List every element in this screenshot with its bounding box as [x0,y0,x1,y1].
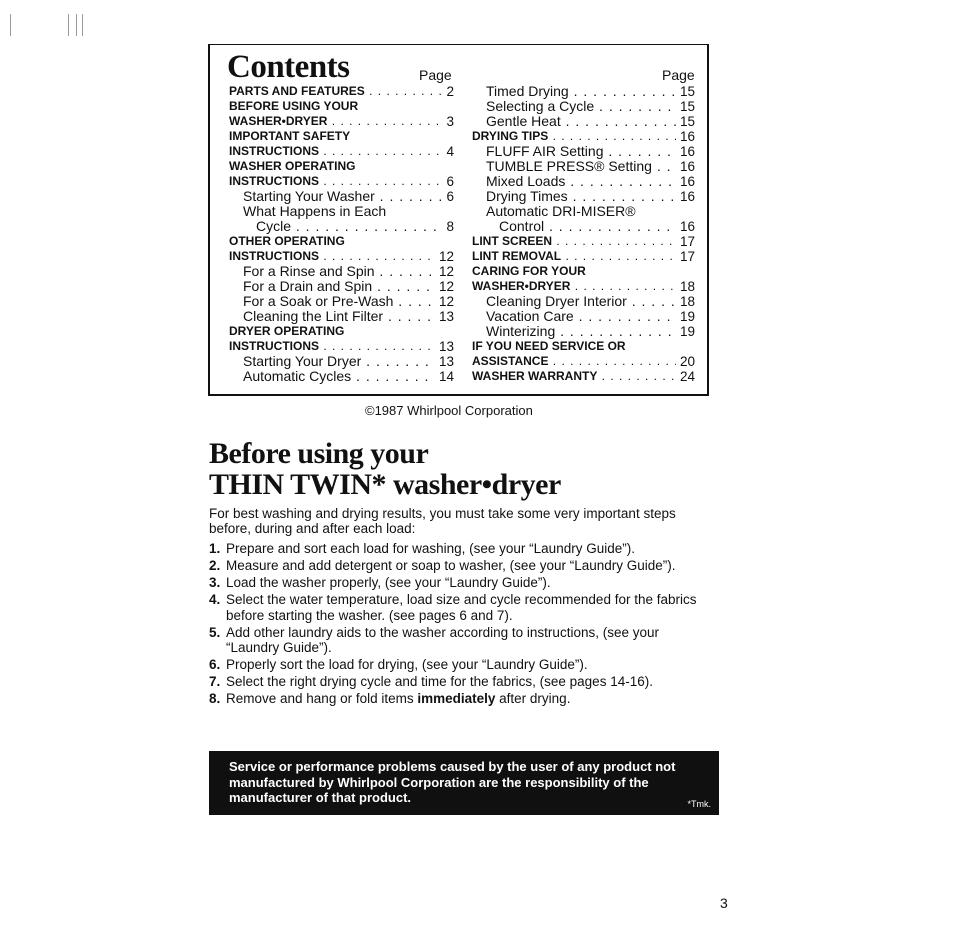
toc-entry-label: Selecting a Cycle . . . [472,99,695,114]
toc-entry [472,249,695,264]
toc-entry-label: WASHER•DRYER . . . [229,114,454,129]
toc-entry [229,114,454,129]
toc-entry-page: 12 [435,279,454,294]
toc-entry-page: 24 [676,369,695,384]
toc-entry-label: Automatic Cycles . . . [229,369,454,384]
toc-entry-page: 19 [676,324,695,339]
toc-entry-page: 16 [676,129,695,144]
toc-entry-page: 13 [435,339,454,354]
toc-entry [472,219,695,234]
toc-entry [229,84,454,99]
toc-entry-label: PARTS AND FEATURES . . . [229,84,454,99]
step-item [209,575,709,591]
toc-entry [229,159,454,174]
toc-entry-page: 16 [676,174,695,189]
toc-entry [472,144,695,159]
toc-entry-label: For a Soak or Pre-Wash . . . [229,294,454,309]
toc-entry-page: 13 [435,354,454,369]
toc-entry-label: IMPORTANT SAFETY [229,129,351,143]
section-title-line1: Before using your [209,437,429,470]
toc-entry-page: 17 [676,234,695,249]
toc-entry [229,144,454,159]
toc-entry-page: 3 [442,114,454,129]
toc-entry-page: 16 [676,219,695,234]
toc-entry-label: Cycle . . . [229,219,454,234]
step-number: 4. [209,592,221,607]
toc-entry [229,354,454,369]
toc-entry [229,264,454,279]
toc-entry [229,129,454,144]
page-header-right: Page [662,67,695,83]
toc-entry-label: INSTRUCTIONS . . . [229,144,454,159]
toc-entry [472,84,695,99]
toc-entry [472,369,695,384]
toc-entry [472,294,695,309]
toc-entry-page: 18 [676,279,695,294]
step-number: 1. [209,541,221,556]
toc-entry-label: What Happens in Each [243,204,387,219]
notice-text: Service or performance problems caused by the user of any product not manufactured by Whirlpool Corporation are the responsibility of the manufacturer of that product. [229,759,676,805]
toc-entry [472,189,695,204]
page-header-left: Page [419,67,452,83]
step-text: Select the right drying cycle and time for the fabrics, (see pages 14-16). [226,674,653,689]
toc-entry-label: WASHER OPERATING [229,159,356,173]
step-text: Measure and add detergent or soap to washer, (see your “Laundry Guide”). [226,558,676,573]
step-text: Properly sort the load for drying, (see your “Laundry Guide”). [226,657,588,672]
toc-entry [229,189,454,204]
toc-entry-page: 16 [676,144,695,159]
toc-entry-label: For a Rinse and Spin . . . [229,264,454,279]
toc-entry-page: 17 [676,249,695,264]
toc-entry-label: Control . . . [472,219,695,234]
toc-entry-label: Automatic DRI-MISER® [486,204,636,219]
toc-entry-page: 2 [442,84,454,99]
toc-entry [229,369,454,384]
toc-entry-page: 18 [676,294,695,309]
contents-title: Contents [227,49,350,85]
step-emphasis: immediately [417,691,496,706]
toc-entry-label: Starting Your Washer . . . [229,189,454,204]
toc-entry [472,324,695,339]
step-number: 3. [209,575,221,590]
step-number: 8. [209,691,221,706]
notice-box [209,751,719,815]
contents-box [208,44,709,396]
toc-entry [229,294,454,309]
step-item [209,558,709,574]
toc-entry [229,309,454,324]
contents-right-column [472,84,695,384]
toc-entry-label: Cleaning Dryer Interior . . . [472,294,695,309]
toc-entry-label: Vacation Care . . . [472,309,695,324]
toc-entry-label: LINT REMOVAL . . . [472,249,695,264]
toc-entry-page: 4 [442,144,454,159]
toc-entry-page: 20 [676,354,695,369]
intro-paragraph: For best washing and drying results, you must take some very important steps before, during and after each load: [209,506,676,536]
toc-entry-label: OTHER OPERATING [229,234,345,248]
section-title-line2: THIN TWIN* washer•dryer [209,468,561,501]
toc-entry [472,129,695,144]
toc-entry [472,204,695,219]
toc-entry-label: WASHER•DRYER . . . [472,279,695,294]
toc-entry-label: LINT SCREEN . . . [472,234,695,249]
toc-entry-label: Winterizing . . . [472,324,695,339]
step-text: Add other laundry aids to the washer according to instructions, (see your “Laundry Guide”). [226,624,659,655]
copyright: ©1987 Whirlpool Corporation [365,403,533,418]
scan-marks [10,14,90,40]
step-item [209,674,709,690]
step-item [209,691,709,707]
toc-entry [472,264,695,279]
toc-entry-label: CARING FOR YOUR [472,264,586,278]
toc-entry [229,234,454,249]
toc-entry-label: DRYER OPERATING [229,324,345,338]
step-text: Remove and hang or fold items [226,691,418,706]
toc-entry-label: Cleaning the Lint Filter . . . [229,309,454,324]
step-item [209,657,709,673]
step-item [209,541,709,557]
toc-entry-label: Mixed Loads . . . [472,174,695,189]
section-title [209,438,561,500]
toc-entry-label: INSTRUCTIONS . . . [229,249,454,264]
step-text: Select the water temperature, load size and cycle recommended for the fabrics before starting the washer. (see pages 6 and 7). [226,592,697,623]
toc-entry [472,159,695,174]
step-text: Load the washer properly, (see your “Laundry Guide”). [226,575,551,590]
step-number: 5. [209,624,221,640]
toc-entry-page: 16 [676,159,695,174]
toc-entry [472,234,695,249]
toc-entry-page: 6 [442,189,454,204]
toc-entry-label: Drying Times . . . [472,189,695,204]
toc-entry [229,219,454,234]
toc-entry-label: IF YOU NEED SERVICE OR [472,339,626,353]
toc-entry-label: Starting Your Dryer . . . [229,354,454,369]
contents-left-column [229,84,454,384]
toc-entry-label: Timed Drying . . . [472,84,695,99]
toc-entry-page: 15 [676,99,695,114]
toc-entry-label: Gentle Heat . . . [472,114,695,129]
toc-entry-label: FLUFF AIR Setting . . . [472,144,695,159]
toc-entry-label: TUMBLE PRESS® Setting . . . [472,159,695,174]
toc-entry [472,279,695,294]
toc-entry-page: 8 [442,219,454,234]
toc-entry-label: INSTRUCTIONS . . . [229,339,454,354]
toc-entry-page: 12 [435,294,454,309]
toc-entry-page: 14 [435,369,454,384]
toc-entry [229,204,454,219]
step-number: 7. [209,674,221,689]
toc-entry-page: 15 [676,84,695,99]
toc-entry [472,309,695,324]
toc-entry-label: For a Drain and Spin . . . [229,279,454,294]
toc-entry-label: WASHER WARRANTY . . . [472,369,695,384]
toc-entry [229,279,454,294]
toc-entry-label: ASSISTANCE . . . [472,354,695,369]
toc-entry-page: 12 [435,264,454,279]
toc-entry-label: INSTRUCTIONS . . . [229,174,454,189]
trademark-note: *Tmk. [687,798,711,809]
toc-entry-page: 15 [676,114,695,129]
toc-entry-page: 16 [676,189,695,204]
steps-list [209,541,709,708]
toc-entry [229,99,454,114]
step-number: 6. [209,657,221,672]
toc-entry-page: 19 [676,309,695,324]
toc-entry [472,99,695,114]
step-number: 2. [209,558,221,573]
toc-entry [472,339,695,354]
toc-entry [229,249,454,264]
step-text-end: after drying. [495,691,571,706]
toc-entry [472,174,695,189]
toc-entry-label: BEFORE USING YOUR [229,99,359,113]
toc-entry [472,354,695,369]
step-item [209,625,709,656]
page-number: 3 [720,895,728,911]
step-item [209,592,709,623]
toc-entry-page: 12 [435,249,454,264]
toc-entry [229,174,454,189]
toc-entry-label: DRYING TIPS . . . [472,129,695,144]
step-text: Prepare and sort each load for washing, (see your “Laundry Guide”). [226,541,635,556]
toc-entry [472,114,695,129]
toc-entry [229,339,454,354]
toc-entry-page: 13 [435,309,454,324]
toc-entry [229,324,454,339]
toc-entry-page: 6 [442,174,454,189]
